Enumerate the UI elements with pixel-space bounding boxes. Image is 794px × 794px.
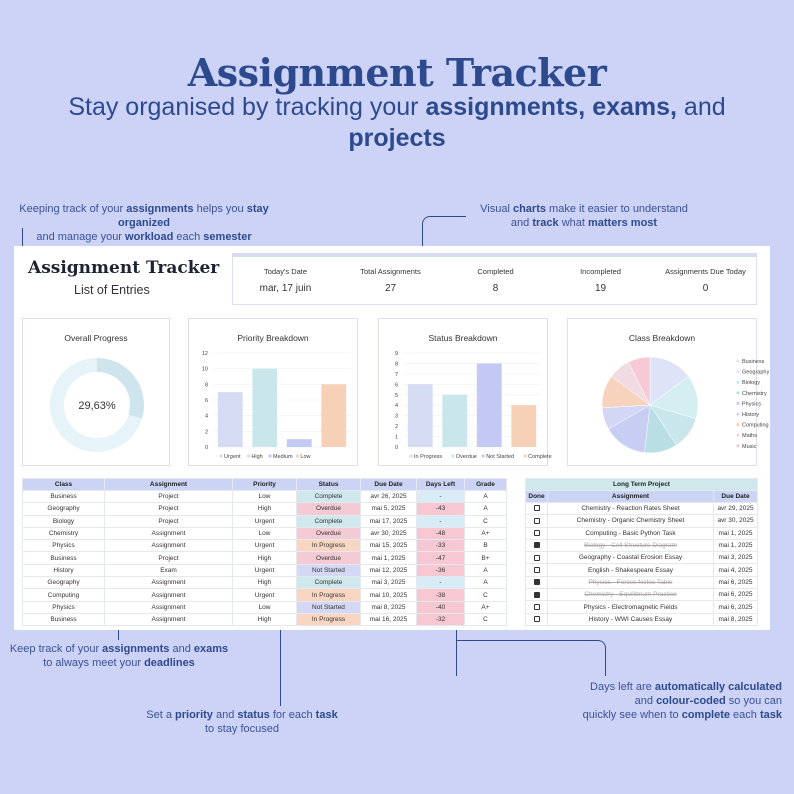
cell-due-date[interactable]: mai 15, 2025 bbox=[361, 540, 417, 552]
legend-label: Urgent bbox=[224, 454, 241, 460]
done-checkbox[interactable] bbox=[534, 567, 540, 573]
bar-high bbox=[252, 369, 277, 447]
stat-value: 8 bbox=[492, 283, 499, 294]
table-row[interactable] bbox=[526, 589, 758, 601]
y-tick-label: 2 bbox=[204, 429, 208, 436]
legend-label: High bbox=[251, 454, 263, 460]
y-tick-label: 8 bbox=[204, 382, 208, 389]
legend-swatch bbox=[736, 391, 739, 394]
legend-label: Medium bbox=[273, 454, 293, 460]
cell-assignment[interactable] bbox=[548, 601, 714, 613]
assignment-text: Chemistry - Reaction Rates Sheet bbox=[581, 505, 680, 513]
cell-due-date[interactable]: mai 4, 2025 bbox=[714, 564, 758, 576]
stat-due-today bbox=[653, 267, 758, 294]
table-row[interactable] bbox=[23, 503, 507, 515]
legend-label: Geography bbox=[742, 369, 770, 376]
stat-today bbox=[233, 267, 338, 294]
legend-swatch bbox=[451, 454, 454, 457]
cell-class[interactable]: Physics bbox=[23, 601, 105, 613]
hero-subtitle bbox=[0, 92, 794, 154]
legend-swatch bbox=[268, 454, 271, 457]
hero-subtitle-bold: projects bbox=[348, 124, 446, 152]
cell-class[interactable]: Biology bbox=[23, 515, 105, 527]
done-checkbox[interactable] bbox=[534, 542, 540, 548]
table-row[interactable] bbox=[23, 552, 507, 564]
card-title: Class Breakdown bbox=[628, 333, 696, 343]
done-checkbox[interactable] bbox=[534, 616, 540, 622]
y-tick-label: 10 bbox=[201, 366, 208, 373]
priority-bar-chart bbox=[189, 319, 359, 467]
legend-label: Physics bbox=[742, 401, 761, 408]
cell-due-date[interactable]: mai 16, 2025 bbox=[361, 613, 417, 625]
cell-due-date[interactable]: avr 30, 2025 bbox=[361, 527, 417, 539]
cell-done[interactable] bbox=[526, 539, 548, 551]
assignment-text: Chemistry - Equilibrium Practice bbox=[584, 591, 677, 599]
cell-due-date[interactable]: avr 29, 2025 bbox=[714, 503, 758, 515]
legend-swatch bbox=[247, 454, 250, 457]
table-row[interactable] bbox=[526, 576, 758, 588]
cell-status[interactable]: In Progress bbox=[297, 589, 361, 601]
cell-priority[interactable]: Urgent bbox=[233, 564, 297, 576]
cell-grade[interactable]: C bbox=[465, 515, 507, 527]
cell-due-date[interactable]: mai 12, 2025 bbox=[361, 564, 417, 576]
table-row[interactable] bbox=[526, 552, 758, 564]
cell-grade[interactable]: A+ bbox=[465, 527, 507, 539]
cell-class[interactable]: History bbox=[23, 564, 105, 576]
cell-grade[interactable]: C bbox=[465, 613, 507, 625]
cell-done[interactable] bbox=[526, 503, 548, 515]
long-term-project-table bbox=[525, 478, 758, 626]
cell-priority[interactable]: Low bbox=[233, 491, 297, 503]
cell-assignment[interactable] bbox=[548, 552, 714, 564]
table-row[interactable] bbox=[23, 540, 507, 552]
cell-done[interactable] bbox=[526, 515, 548, 527]
assignment-text: Chemistry - Organic Chemistry Sheet bbox=[576, 517, 685, 525]
table-row[interactable] bbox=[23, 601, 507, 613]
column-header[interactable]: Due Date bbox=[714, 491, 758, 503]
cell-grade[interactable]: B+ bbox=[465, 552, 507, 564]
cell-status[interactable]: In Progress bbox=[297, 540, 361, 552]
legend-swatch bbox=[409, 454, 412, 457]
y-tick-label: 1 bbox=[394, 434, 398, 441]
done-checkbox[interactable] bbox=[534, 505, 540, 511]
donut-chart bbox=[23, 319, 171, 467]
assignment-text: Physics - Forces Notes Table bbox=[588, 578, 673, 586]
cell-done[interactable] bbox=[526, 576, 548, 588]
legend-label: Maths bbox=[742, 433, 757, 440]
table-row[interactable] bbox=[526, 515, 758, 527]
cell-assignment[interactable] bbox=[548, 527, 714, 539]
legend-label: Not Started bbox=[486, 454, 515, 460]
cell-due-date[interactable]: mai 17, 2025 bbox=[361, 515, 417, 527]
assignment-text: Physics - Electromagnetic Fields bbox=[583, 603, 678, 611]
cell-due-date[interactable]: mai 5, 2025 bbox=[361, 503, 417, 515]
cell-assignment[interactable]: Exam bbox=[105, 564, 233, 576]
cell-status[interactable]: Overdue bbox=[297, 503, 361, 515]
bar-urgent bbox=[218, 392, 243, 447]
cell-done[interactable] bbox=[526, 601, 548, 613]
cell-days-left[interactable]: -47 bbox=[417, 552, 465, 564]
stat-completed bbox=[443, 267, 548, 294]
cell-due-date[interactable]: mai 8, 2025 bbox=[361, 601, 417, 613]
table-row[interactable] bbox=[23, 577, 507, 589]
cell-assignment[interactable] bbox=[548, 576, 714, 588]
cell-days-left[interactable]: -48 bbox=[417, 527, 465, 539]
cell-days-left[interactable]: - bbox=[417, 491, 465, 503]
cell-grade[interactable]: A+ bbox=[465, 601, 507, 613]
cell-priority[interactable]: High bbox=[233, 577, 297, 589]
note-priority-status: Set a priority and status for each task to stay focused bbox=[146, 709, 338, 735]
cell-status[interactable]: Complete bbox=[297, 577, 361, 589]
card-title: Priority Breakdown bbox=[237, 333, 309, 343]
legend-swatch bbox=[736, 412, 739, 415]
assignment-text: Computing - Basic Python Task bbox=[585, 529, 676, 537]
cell-done[interactable] bbox=[526, 589, 548, 601]
cell-due-date[interactable]: avr 26, 2025 bbox=[361, 491, 417, 503]
cell-grade[interactable]: B bbox=[465, 540, 507, 552]
legend-label: Biology bbox=[742, 380, 761, 387]
legend-swatch bbox=[736, 423, 739, 426]
stat-total bbox=[338, 267, 443, 294]
cell-priority[interactable]: Urgent bbox=[233, 589, 297, 601]
done-checkbox[interactable] bbox=[534, 518, 540, 524]
cell-status[interactable]: Overdue bbox=[297, 527, 361, 539]
cell-priority[interactable]: Low bbox=[233, 601, 297, 613]
cell-grade[interactable]: A bbox=[465, 577, 507, 589]
column-header[interactable]: Due Date bbox=[361, 479, 417, 491]
legend-swatch bbox=[736, 359, 739, 362]
legend-swatch bbox=[219, 454, 222, 457]
cell-days-left[interactable]: - bbox=[417, 577, 465, 589]
done-checkbox[interactable] bbox=[534, 530, 540, 536]
table-row[interactable] bbox=[526, 601, 758, 613]
cell-assignment[interactable]: Project bbox=[105, 503, 233, 515]
table-row[interactable] bbox=[526, 613, 758, 625]
hero-subtitle-part: and bbox=[676, 93, 726, 121]
legend-label: Music bbox=[742, 443, 757, 450]
cell-due-date[interactable]: mai 8, 2025 bbox=[714, 613, 758, 625]
y-tick-label: 9 bbox=[394, 351, 398, 357]
cell-assignment[interactable]: Assignment bbox=[105, 527, 233, 539]
column-header[interactable]: Assignment bbox=[548, 491, 714, 503]
cell-days-left[interactable]: -32 bbox=[417, 613, 465, 625]
table-row[interactable] bbox=[23, 564, 507, 576]
cell-grade[interactable]: C bbox=[465, 589, 507, 601]
cell-assignment[interactable] bbox=[548, 613, 714, 625]
cell-done[interactable] bbox=[526, 564, 548, 576]
stat-incompleted bbox=[548, 267, 653, 294]
assignment-text: Geography - Coastal Erosion Essay bbox=[578, 554, 683, 562]
cell-assignment[interactable]: Project bbox=[105, 491, 233, 503]
y-tick-label: 0 bbox=[204, 445, 208, 451]
cell-assignment[interactable] bbox=[548, 589, 714, 601]
legend-label: History bbox=[742, 412, 760, 418]
class-pie-chart bbox=[568, 319, 770, 467]
cell-assignment[interactable] bbox=[548, 564, 714, 576]
cell-due-date[interactable]: mai 3, 2025 bbox=[714, 552, 758, 564]
cell-status[interactable]: Complete bbox=[297, 491, 361, 503]
bar-low bbox=[321, 384, 346, 447]
cell-class[interactable]: Chemistry bbox=[23, 527, 105, 539]
stat-value: mar, 17 juin bbox=[259, 283, 312, 294]
cell-due-date[interactable]: avr 30, 2025 bbox=[714, 515, 758, 527]
table-row[interactable] bbox=[23, 589, 507, 601]
cell-class[interactable]: Business bbox=[23, 491, 105, 503]
cell-priority[interactable]: Low bbox=[233, 527, 297, 539]
note-days-left: Days left are automatically calculated and colour-coded so you can quickly see when to complete each task bbox=[582, 681, 782, 721]
note-deadlines: Keep track of your assignments and exams to always meet your deadlines bbox=[9, 643, 229, 669]
stat-value: 0 bbox=[702, 283, 709, 294]
cell-priority[interactable]: High bbox=[233, 552, 297, 564]
long-term-title: Long Term Project bbox=[526, 479, 758, 491]
column-header[interactable]: Days Left bbox=[417, 479, 465, 491]
stat-value: 19 bbox=[594, 283, 607, 294]
cell-due-date[interactable]: mai 6, 2025 bbox=[714, 601, 758, 613]
bar-complete bbox=[511, 405, 536, 447]
y-tick-label: 4 bbox=[204, 413, 208, 420]
cell-assignment[interactable]: Assignment bbox=[105, 613, 233, 625]
y-tick-label: 2 bbox=[394, 424, 398, 431]
stat-label: Today's Date bbox=[263, 267, 308, 276]
y-tick-label: 6 bbox=[394, 382, 398, 389]
hero-title: Assignment Tracker bbox=[187, 50, 607, 95]
cell-due-date[interactable]: mai 6, 2025 bbox=[714, 589, 758, 601]
cell-days-left[interactable]: -36 bbox=[417, 564, 465, 576]
cell-grade[interactable]: A bbox=[465, 503, 507, 515]
stat-label: Completed bbox=[477, 267, 514, 276]
legend-label: In Progress bbox=[414, 454, 443, 460]
legend-label: Chemistry bbox=[742, 390, 767, 397]
cell-status[interactable]: Overdue bbox=[297, 552, 361, 564]
card-class bbox=[567, 318, 770, 466]
spreadsheet-panel bbox=[14, 246, 770, 630]
cell-status[interactable]: Complete bbox=[297, 515, 361, 527]
cell-due-date[interactable]: mai 1, 2025 bbox=[714, 539, 758, 551]
cell-assignment[interactable]: Project bbox=[105, 552, 233, 564]
stat-label: Incompleted bbox=[580, 267, 621, 276]
column-header[interactable]: Grade bbox=[465, 479, 507, 491]
status-bar-chart bbox=[379, 319, 552, 467]
stat-label: Assignments Due Today bbox=[665, 267, 746, 276]
cell-done[interactable] bbox=[526, 552, 548, 564]
cell-priority[interactable]: Urgent bbox=[233, 540, 297, 552]
legend-swatch bbox=[296, 454, 299, 457]
y-tick-label: 8 bbox=[394, 361, 398, 368]
table-row[interactable] bbox=[23, 613, 507, 625]
table-row[interactable] bbox=[526, 527, 758, 539]
y-tick-label: 3 bbox=[394, 413, 398, 420]
done-checkbox[interactable] bbox=[534, 555, 540, 561]
table-row[interactable] bbox=[23, 527, 507, 539]
table-row[interactable] bbox=[526, 564, 758, 576]
cell-class[interactable]: Geography bbox=[23, 503, 105, 515]
assignment-text: English - Shakespeare Essay bbox=[588, 566, 673, 574]
cell-days-left[interactable]: -33 bbox=[417, 540, 465, 552]
cell-status[interactable]: Not Started bbox=[297, 601, 361, 613]
cell-due-date[interactable]: mai 6, 2025 bbox=[714, 576, 758, 588]
legend-label: Complete bbox=[528, 454, 552, 460]
assignments-table bbox=[22, 478, 507, 626]
stat-value: 27 bbox=[384, 283, 397, 294]
sheet-title: Assignment Tracker bbox=[28, 258, 220, 278]
cell-class[interactable]: Physics bbox=[23, 540, 105, 552]
sheet-subtitle: List of Entries bbox=[74, 283, 150, 297]
table-row[interactable] bbox=[23, 491, 507, 503]
cell-priority[interactable]: High bbox=[233, 503, 297, 515]
y-tick-label: 4 bbox=[394, 403, 398, 410]
done-checkbox[interactable] bbox=[534, 604, 540, 610]
cell-assignment[interactable]: Assignment bbox=[105, 577, 233, 589]
cell-due-date[interactable]: mai 1, 2025 bbox=[361, 552, 417, 564]
legend-swatch bbox=[524, 454, 527, 457]
legend-label: Computing bbox=[742, 422, 769, 429]
assignment-text: History - WWI Causes Essay bbox=[588, 615, 673, 623]
connector-line bbox=[456, 640, 606, 676]
legend-swatch bbox=[736, 381, 739, 384]
table-row[interactable] bbox=[23, 515, 507, 527]
cell-assignment[interactable]: Assignment bbox=[105, 540, 233, 552]
bar-medium bbox=[287, 439, 312, 447]
cell-days-left[interactable]: -38 bbox=[417, 589, 465, 601]
cell-due-date[interactable]: mai 10, 2025 bbox=[361, 589, 417, 601]
legend-label: Overdue bbox=[455, 454, 478, 460]
cell-class[interactable]: Geography bbox=[23, 577, 105, 589]
cell-days-left[interactable]: -40 bbox=[417, 601, 465, 613]
cell-status[interactable]: Not Started bbox=[297, 564, 361, 576]
cell-days-left[interactable]: -43 bbox=[417, 503, 465, 515]
hero-subtitle-bold: assignments, exams, bbox=[425, 93, 677, 121]
cell-grade[interactable]: A bbox=[465, 491, 507, 503]
hero-subtitle-part: Stay organised by tracking your bbox=[68, 93, 426, 121]
legend-swatch bbox=[736, 434, 739, 437]
cell-priority[interactable]: Urgent bbox=[233, 515, 297, 527]
cell-assignment[interactable] bbox=[548, 515, 714, 527]
column-header[interactable]: Status bbox=[297, 479, 361, 491]
legend-label: Business bbox=[742, 359, 765, 365]
table-row[interactable] bbox=[526, 539, 758, 551]
done-checkbox[interactable] bbox=[534, 592, 540, 598]
cell-assignment[interactable]: Project bbox=[105, 515, 233, 527]
stat-label: Total Assignments bbox=[360, 267, 421, 276]
bar-overdue bbox=[442, 395, 467, 447]
cell-due-date[interactable]: mai 1, 2025 bbox=[714, 527, 758, 539]
legend-swatch bbox=[736, 370, 739, 373]
cell-done[interactable] bbox=[526, 613, 548, 625]
legend-swatch bbox=[482, 454, 485, 457]
column-header[interactable]: Class bbox=[23, 479, 105, 491]
cell-status[interactable]: In Progress bbox=[297, 613, 361, 625]
bar-not-started bbox=[477, 363, 502, 447]
assignment-text: Biology - Cell Structure Diagram bbox=[584, 542, 677, 550]
cell-due-date[interactable]: mai 3, 2025 bbox=[361, 577, 417, 589]
cell-class[interactable]: Business bbox=[23, 613, 105, 625]
cell-class[interactable]: Computing bbox=[23, 589, 105, 601]
y-tick-label: 6 bbox=[204, 398, 208, 404]
y-tick-label: 5 bbox=[394, 392, 398, 399]
card-title: Status Breakdown bbox=[428, 333, 498, 343]
column-header[interactable]: Assignment bbox=[105, 479, 233, 491]
y-tick-label: 0 bbox=[394, 445, 398, 451]
cell-days-left[interactable]: - bbox=[417, 515, 465, 527]
legend-swatch bbox=[736, 444, 739, 447]
cell-class[interactable]: Business bbox=[23, 552, 105, 564]
card-title: Overall Progress bbox=[64, 333, 128, 343]
card-overall-progress bbox=[22, 318, 170, 466]
cell-assignment[interactable] bbox=[548, 503, 714, 515]
y-tick-label: 12 bbox=[201, 351, 208, 357]
summary-stats bbox=[232, 253, 757, 305]
note-visual-charts: Visual charts make it easier to understand and track what matters most bbox=[480, 203, 688, 229]
legend-swatch bbox=[736, 402, 739, 405]
column-header[interactable]: Done bbox=[526, 491, 548, 503]
bar-in-progress bbox=[408, 384, 433, 447]
cell-assignment[interactable]: Assignment bbox=[105, 601, 233, 613]
done-checkbox[interactable] bbox=[534, 579, 540, 585]
note-assignments-organized: Keeping track of your assignments helps you stay organized and manage your workload each semester bbox=[19, 203, 269, 243]
cell-assignment[interactable]: Assignment bbox=[105, 589, 233, 601]
donut-value-label: 29,63% bbox=[78, 400, 116, 412]
y-tick-label: 7 bbox=[394, 371, 398, 378]
cell-done[interactable] bbox=[526, 527, 548, 539]
card-priority bbox=[188, 318, 358, 466]
cell-priority[interactable]: High bbox=[233, 613, 297, 625]
table-row[interactable] bbox=[526, 503, 758, 515]
legend-label: Low bbox=[300, 454, 311, 460]
cell-grade[interactable]: A bbox=[465, 564, 507, 576]
card-status bbox=[378, 318, 552, 466]
column-header[interactable]: Priority bbox=[233, 479, 297, 491]
cell-assignment[interactable] bbox=[548, 539, 714, 551]
